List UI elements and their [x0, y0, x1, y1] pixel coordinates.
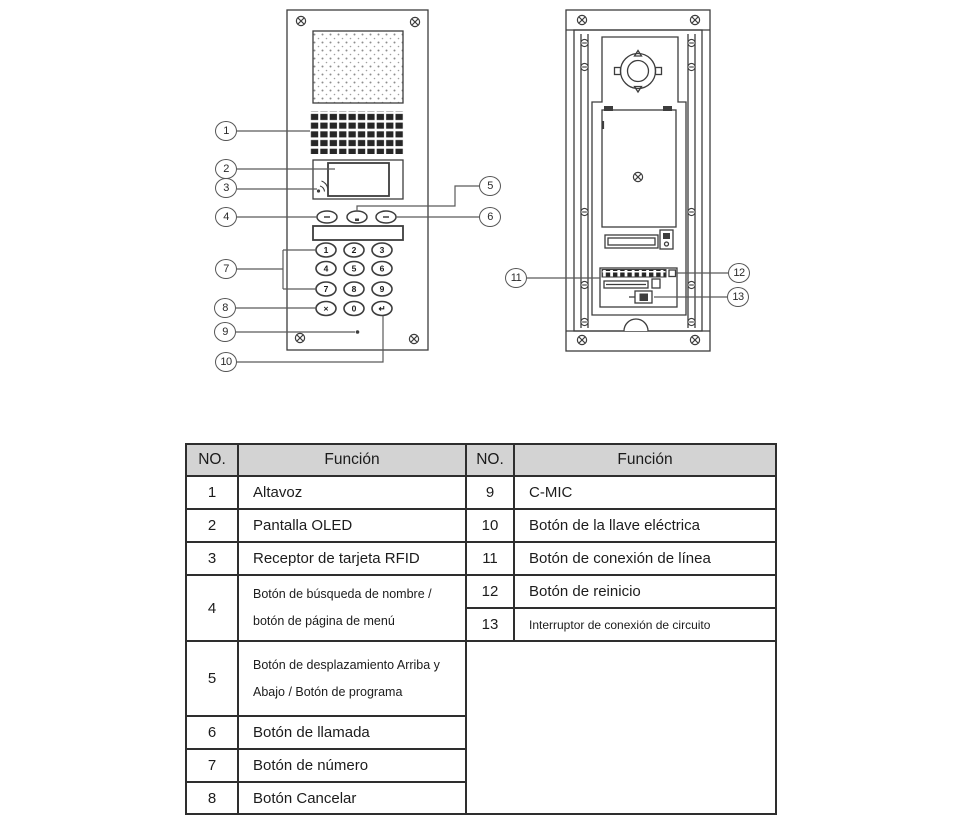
- row-no: 3: [186, 542, 238, 575]
- header-func-right: Función: [514, 444, 776, 476]
- callout-10: 10: [215, 352, 237, 372]
- row-no: 4: [186, 575, 238, 641]
- table-row: [186, 542, 776, 575]
- screw-icon: [410, 17, 419, 26]
- header-func-left: Función: [238, 444, 466, 476]
- row-func: Botón Cancelar: [238, 782, 466, 814]
- callout-2: 2: [215, 159, 237, 179]
- wiring-terminals: [602, 270, 666, 278]
- svg-text:×: ×: [323, 303, 329, 314]
- row-no: 2: [186, 509, 238, 542]
- rear-panel-diagram: [566, 10, 710, 351]
- callout-11: 11: [505, 268, 527, 288]
- svg-text:9: 9: [379, 284, 385, 294]
- screw-icon: [633, 172, 642, 181]
- row-func: Altavoz: [238, 476, 466, 509]
- callout-8: 8: [214, 298, 236, 318]
- row-func: Botón de conexión de línea: [514, 542, 776, 575]
- row-no: 12: [466, 575, 514, 608]
- svg-text:4: 4: [323, 263, 329, 274]
- empty-cell: [466, 641, 776, 814]
- screw-icon: [409, 334, 418, 343]
- callout-5: 5: [479, 176, 501, 196]
- table-row: [186, 575, 776, 608]
- row-func: Botón de reinicio: [514, 575, 776, 608]
- row-func: Botón de búsqueda de nombre / botón de página de menú: [238, 575, 466, 641]
- screw-icon: [690, 15, 699, 24]
- svg-text:7: 7: [323, 284, 329, 294]
- svg-text:↵: ↵: [378, 303, 386, 314]
- row-func: Botón de la llave eléctrica: [514, 509, 776, 542]
- row-no: 6: [186, 716, 238, 749]
- screw-icon: [295, 333, 304, 342]
- callout-1: 1: [215, 121, 237, 141]
- table-header-row: [186, 444, 776, 476]
- row-no: 9: [466, 476, 514, 509]
- row-no: 1: [186, 476, 238, 509]
- row-func: Pantalla OLED: [238, 509, 466, 542]
- row-func: Botón de desplazamiento Arriba y Abajo / Botón de programa: [238, 641, 466, 716]
- callout-7: 7: [215, 259, 237, 279]
- row-no: 7: [186, 749, 238, 782]
- row-no: 5: [186, 641, 238, 716]
- row-func: Interruptor de conexión de circuito: [514, 608, 776, 641]
- row-func: Botón de llamada: [238, 716, 466, 749]
- table-row: [186, 476, 776, 509]
- screw-icon: [296, 16, 305, 25]
- speaker-grille: [310, 111, 404, 154]
- callout-6: 6: [479, 207, 501, 227]
- header-no-right: NO.: [466, 444, 514, 476]
- screw-icon: [577, 15, 586, 24]
- row-no: 11: [466, 542, 514, 575]
- row-func: C-MIC: [514, 476, 776, 509]
- function-table: [185, 443, 777, 815]
- svg-text:6: 6: [379, 263, 385, 274]
- svg-text:8: 8: [351, 284, 357, 294]
- screw-icon: [690, 335, 699, 344]
- row-func: Receptor de tarjeta RFID: [238, 542, 466, 575]
- table-row: [186, 509, 776, 542]
- svg-text:1: 1: [323, 245, 329, 255]
- svg-text:5: 5: [351, 263, 357, 274]
- callout-9: 9: [214, 322, 236, 342]
- callout-13: 13: [727, 287, 749, 307]
- callout-4: 4: [215, 207, 237, 227]
- callout-3: 3: [215, 178, 237, 198]
- front-panel-diagram: [287, 10, 428, 350]
- row-func: Botón de número: [238, 749, 466, 782]
- svg-text:0: 0: [351, 303, 357, 314]
- microphone-hole: [356, 330, 360, 334]
- row-no: 13: [466, 608, 514, 641]
- screw-icon: [577, 335, 586, 344]
- perforated-panel: [313, 31, 403, 103]
- svg-text:2: 2: [351, 245, 357, 255]
- header-no-left: NO.: [186, 444, 238, 476]
- table-row: [186, 641, 776, 716]
- svg-text:3: 3: [379, 245, 385, 255]
- row-no: 8: [186, 782, 238, 814]
- row-no: 10: [466, 509, 514, 542]
- callout-12: 12: [728, 263, 750, 283]
